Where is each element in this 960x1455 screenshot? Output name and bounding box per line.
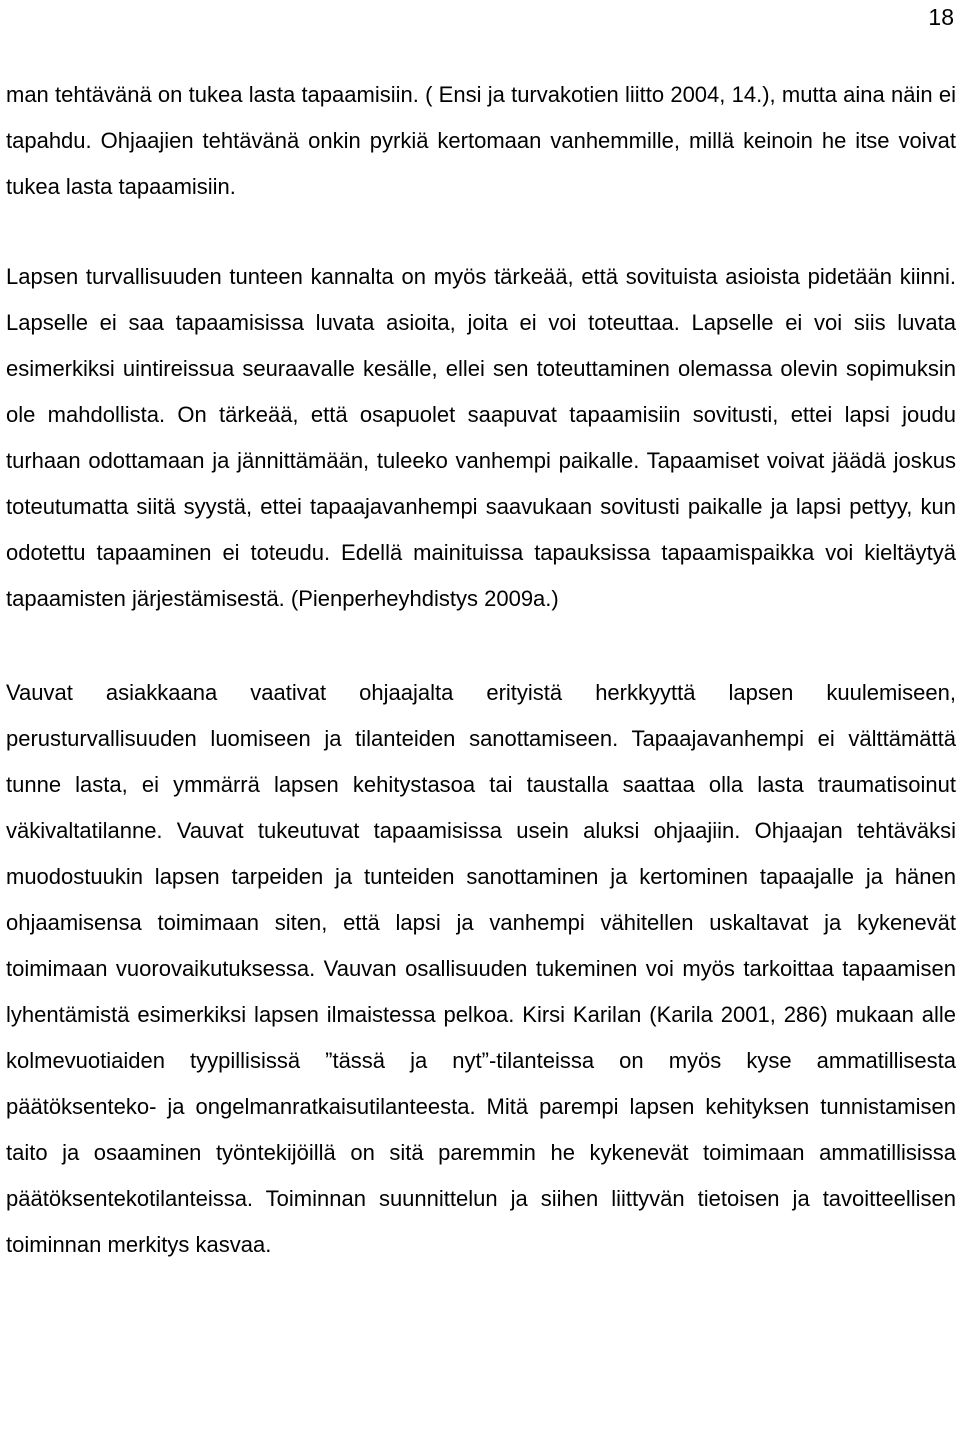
paragraph-turvallisuuden-tunne: Lapsen turvallisuuden tunteen kannalta on myös tärkeää, että sovituista asioista pidetään kiinni. Lapselle ei saa tapaamisissa luvata asioita, joita ei voi toteuttaa. Lapselle ei voi siis luvata esimerkiksi uintireissua seuraavalle kesälle, ellei sen toteuttaminen olemassa olevin sopimuksin ole mahdollista. On tärkeää, että osapuolet saapuvat tapaamisiin sovitusti, ettei lapsi joudu turhaan odottamaan ja jännittämään, tuleeko vanhempi paikalle. Tapaamiset voivat jäädä joskus toteutumatta siitä syystä, ettei tapaajavanhempi saavukaan sovitusti paikalle ja lapsi pettyy, kun odotettu tapaaminen ei toteudu. Edellä mainituissa tapauksissa tapaamispaikka voi kieltäytyä tapaamisten järjestämisestä. (Pienperheyhdistys 2009a.) (6, 264, 956, 611)
paragraph-vauvat-asiakkaana: Vauvat asiakkaana vaativat ohjaajalta erityistä herkkyyttä lapsen kuulemiseen, perusturvallisuuden luomiseen ja tilanteiden sanottamiseen. Tapaajavanhempi ei välttämättä tunne lasta, ei ymmärrä lapsen kehitystasoa tai taustalla saattaa olla lasta traumatisoinut väkivaltatilanne. Vauvat tukeutuvat tapaamisissa usein aluksi ohjaajiin. Ohjaajan tehtäväksi muodostuukin lapsen tarpeiden ja tunteiden sanottaminen ja kertominen tapaajalle ja hänen ohjaamisensa toimimaan siten, että lapsi ja vanhempi vähitellen uskaltavat ja kykenevät toimimaan vuorovaikutuksessa. Vauvan osallisuuden tukeminen voi myös tarkoittaa tapaamisen lyhentämistä esimerkiksi lapsen ilmaistessa pelkoa. Kirsi Karilan (Karila 2001, 286) mukaan alle kolmevuotiaiden tyypillisissä ”tässä ja nyt”-tilanteissa on myös kyse ammatillisesta päätöksenteko- ja ongelmanratkaisutilanteesta. Mitä parempi lapsen kehityksen tunnistamisen taito ja osaaminen työntekijöillä on sitä paremmin he kykenevät toimimaan ammatillisissa päätöksentekotilanteissa. Toiminnan suunnittelun ja siihen liittyvän tietoisen ja tavoitteellisen toiminnan merkitys kasvaa. (6, 680, 956, 1257)
paragraph-tapaamisiin-tukeminen: man tehtävänä on tukea lasta tapaamisiin. ( Ensi ja turvakotien liitto 2004, 14.), mutta aina näin ei tapahdu. Ohjaajien tehtävänä onkin pyrkiä kertomaan vanhemmille, millä keinoin he itse voivat tukea lasta tapaamisiin. (6, 82, 956, 199)
document-body (6, 72, 956, 1268)
page-number: 18 (928, 4, 954, 30)
